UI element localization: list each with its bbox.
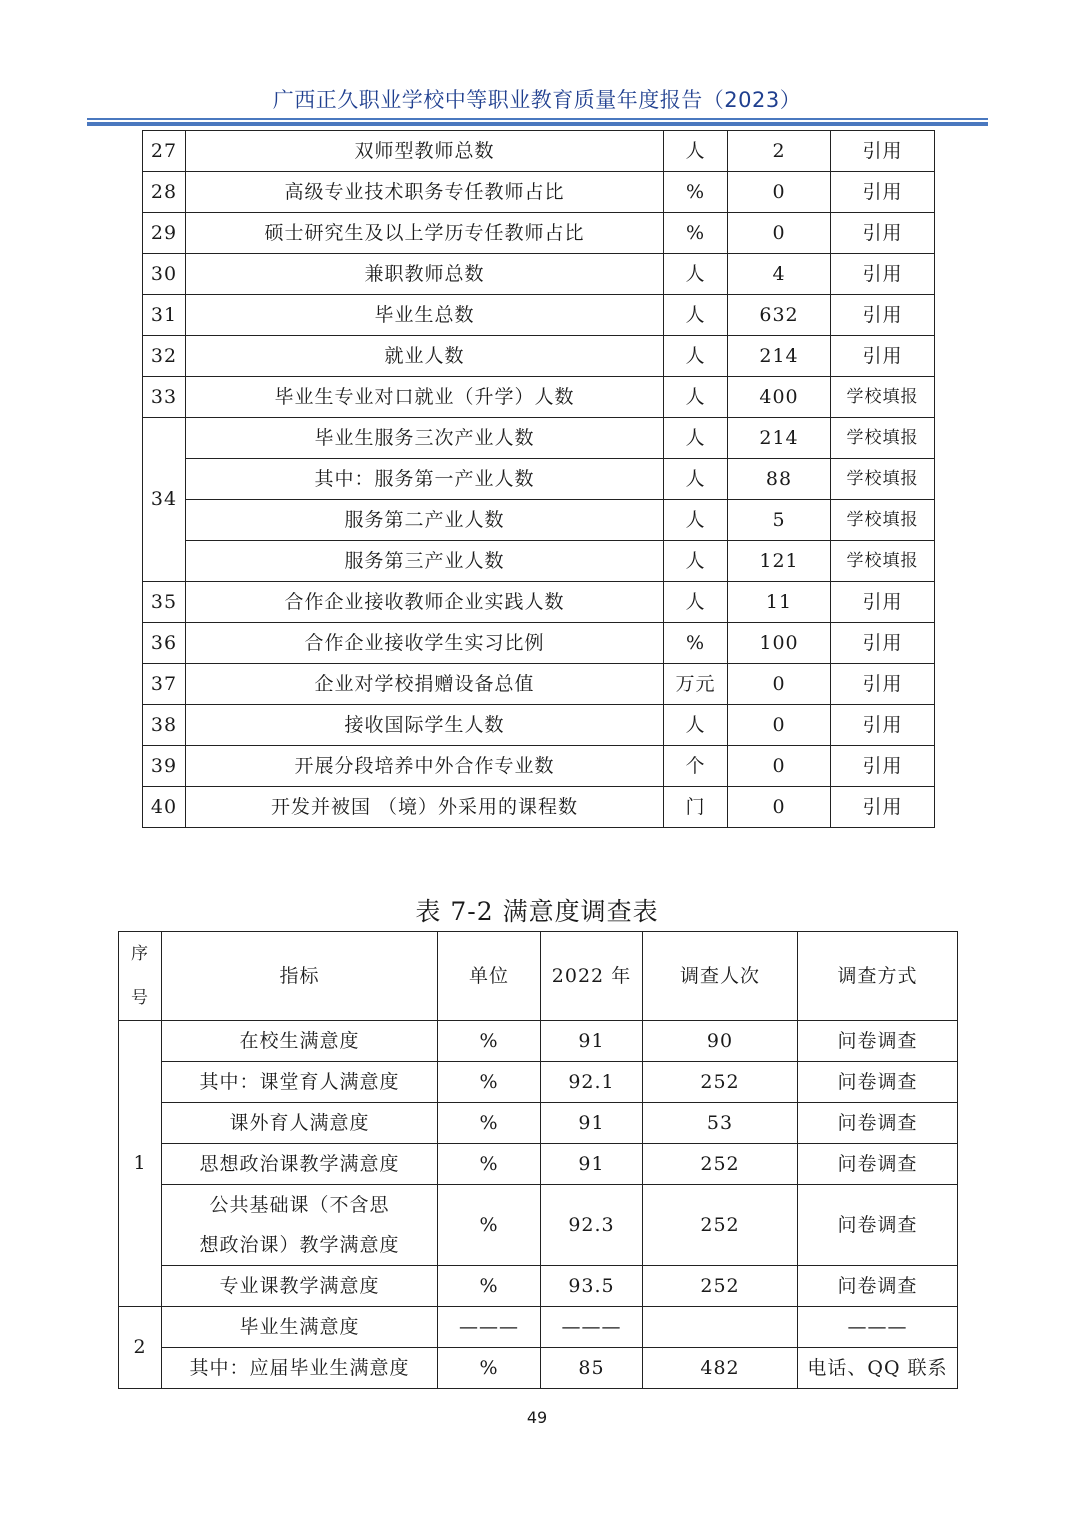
unit-cell: 人 xyxy=(664,582,728,623)
value-cell: 4 xyxy=(728,254,831,295)
table-caption: 表 7-2 满意度调查表 xyxy=(415,897,659,926)
unit-cell: 人 xyxy=(664,377,728,418)
unit-cell: 万元 xyxy=(664,664,728,705)
table-row xyxy=(143,664,935,705)
indicator-table xyxy=(142,130,935,828)
indicator-cell: 合作企业接收学生实习比例 xyxy=(186,623,664,664)
indicator-cell: 服务第三产业人数 xyxy=(186,541,664,582)
row-number: 27 xyxy=(143,131,186,172)
source-cell: 引用 xyxy=(831,254,935,295)
table-row xyxy=(143,623,935,664)
row-number: 39 xyxy=(143,746,186,787)
row-number: 30 xyxy=(143,254,186,295)
year-cell: 93.5 xyxy=(541,1266,643,1307)
value-cell: 214 xyxy=(728,336,831,377)
value-cell: 0 xyxy=(728,746,831,787)
row-number: 36 xyxy=(143,623,186,664)
value-cell: 88 xyxy=(728,459,831,500)
row-number: 29 xyxy=(143,213,186,254)
source-cell: 学校填报 xyxy=(831,459,935,500)
unit-cell: 门 xyxy=(664,787,728,828)
row-number: 40 xyxy=(143,787,186,828)
indicator-cell: 企业对学校捐赠设备总值 xyxy=(186,664,664,705)
value-cell: 5 xyxy=(728,500,831,541)
header-seq xyxy=(119,932,162,1021)
header-seq-char-2: 号 xyxy=(131,988,149,1008)
source-cell: 学校填报 xyxy=(831,377,935,418)
unit-cell: 人 xyxy=(664,336,728,377)
unit-cell: ——— xyxy=(438,1307,541,1348)
row-number: 37 xyxy=(143,664,186,705)
row-number: 2 xyxy=(119,1307,162,1389)
source-cell: 引用 xyxy=(831,705,935,746)
unit-cell: % xyxy=(664,172,728,213)
year-cell: 91 xyxy=(541,1103,643,1144)
table-row xyxy=(143,787,935,828)
unit-cell: 人 xyxy=(664,459,728,500)
row-number: 33 xyxy=(143,377,186,418)
count-cell: 252 xyxy=(643,1185,798,1266)
source-cell: 学校填报 xyxy=(831,500,935,541)
source-cell: 引用 xyxy=(831,664,935,705)
table-row xyxy=(119,1348,958,1389)
unit-cell: % xyxy=(438,1266,541,1307)
unit-cell: % xyxy=(438,1062,541,1103)
year-cell: 91 xyxy=(541,1021,643,1062)
method-cell: ——— xyxy=(798,1307,958,1348)
row-number: 31 xyxy=(143,295,186,336)
unit-cell: 个 xyxy=(664,746,728,787)
unit-cell: 人 xyxy=(664,705,728,746)
unit-cell: 人 xyxy=(664,541,728,582)
unit-cell: % xyxy=(438,1185,541,1266)
value-cell: 2 xyxy=(728,131,831,172)
table-row xyxy=(143,418,935,459)
method-cell: 问卷调查 xyxy=(798,1266,958,1307)
row-number: 28 xyxy=(143,172,186,213)
indicator-cell: 在校生满意度 xyxy=(162,1021,438,1062)
value-cell: 0 xyxy=(728,787,831,828)
indicator-line-1: 公共基础课（不含思 xyxy=(209,1194,390,1216)
count-cell: 252 xyxy=(643,1144,798,1185)
table-row xyxy=(143,705,935,746)
source-cell: 引用 xyxy=(831,787,935,828)
source-cell: 引用 xyxy=(831,746,935,787)
header-seq-char-1: 序 xyxy=(131,944,149,964)
header-year: 2022 年 xyxy=(541,932,643,1021)
unit-cell: 人 xyxy=(664,500,728,541)
unit-cell: 人 xyxy=(664,254,728,295)
table-row xyxy=(119,1307,958,1348)
row-number: 38 xyxy=(143,705,186,746)
value-cell: 0 xyxy=(728,705,831,746)
table-row xyxy=(143,172,935,213)
table-row xyxy=(143,746,935,787)
count-cell: 252 xyxy=(643,1266,798,1307)
table-row xyxy=(143,213,935,254)
source-cell: 引用 xyxy=(831,172,935,213)
unit-cell: % xyxy=(438,1021,541,1062)
count-cell: 482 xyxy=(643,1348,798,1389)
header-unit: 单位 xyxy=(438,932,541,1021)
source-cell: 学校填报 xyxy=(831,541,935,582)
table-row xyxy=(143,459,935,500)
row-number: 32 xyxy=(143,336,186,377)
indicator-cell: 毕业生满意度 xyxy=(162,1307,438,1348)
table-row xyxy=(119,1185,958,1266)
indicator-cell: 其中：应届毕业生满意度 xyxy=(162,1348,438,1389)
method-cell: 问卷调查 xyxy=(798,1021,958,1062)
page-header-title: 广西正久职业学校中等职业教育质量年度报告（2023） xyxy=(272,88,802,112)
source-cell: 引用 xyxy=(831,131,935,172)
table-header-row xyxy=(119,932,958,1021)
source-cell: 引用 xyxy=(831,582,935,623)
unit-cell: % xyxy=(438,1103,541,1144)
count-cell: 90 xyxy=(643,1021,798,1062)
indicator-cell: 兼职教师总数 xyxy=(186,254,664,295)
table-row xyxy=(143,541,935,582)
unit-cell: % xyxy=(664,213,728,254)
indicator-cell: 接收国际学生人数 xyxy=(186,705,664,746)
header-method: 调查方式 xyxy=(798,932,958,1021)
source-cell: 引用 xyxy=(831,623,935,664)
unit-cell: % xyxy=(438,1144,541,1185)
indicator-cell: 思想政治课教学满意度 xyxy=(162,1144,438,1185)
indicator-cell xyxy=(162,1185,438,1266)
method-cell: 问卷调查 xyxy=(798,1144,958,1185)
indicator-cell: 合作企业接收教师企业实践人数 xyxy=(186,582,664,623)
unit-cell: % xyxy=(438,1348,541,1389)
table-row xyxy=(119,1021,958,1062)
header-rule-thick xyxy=(87,122,988,126)
value-cell: 0 xyxy=(728,664,831,705)
header-rule-thin xyxy=(87,118,988,120)
method-cell: 问卷调查 xyxy=(798,1185,958,1266)
unit-cell: 人 xyxy=(664,295,728,336)
year-cell: 85 xyxy=(541,1348,643,1389)
year-cell: 92.1 xyxy=(541,1062,643,1103)
year-cell: 92.3 xyxy=(541,1185,643,1266)
table-row xyxy=(143,254,935,295)
method-cell: 问卷调查 xyxy=(798,1103,958,1144)
unit-cell: 人 xyxy=(664,418,728,459)
table-row xyxy=(119,1103,958,1144)
header-indicator: 指标 xyxy=(162,932,438,1021)
indicator-cell: 就业人数 xyxy=(186,336,664,377)
indicator-cell: 专业课教学满意度 xyxy=(162,1266,438,1307)
row-number: 1 xyxy=(119,1021,162,1307)
indicator-cell: 毕业生专业对口就业（升学）人数 xyxy=(186,377,664,418)
indicator-cell: 高级专业技术职务专任教师占比 xyxy=(186,172,664,213)
table-row xyxy=(119,1144,958,1185)
indicator-cell: 其中：课堂育人满意度 xyxy=(162,1062,438,1103)
year-cell: ——— xyxy=(541,1307,643,1348)
table-row xyxy=(143,336,935,377)
value-cell: 632 xyxy=(728,295,831,336)
indicator-cell: 开展分段培养中外合作专业数 xyxy=(186,746,664,787)
indicator-cell: 服务第二产业人数 xyxy=(186,500,664,541)
table-row xyxy=(143,500,935,541)
value-cell: 0 xyxy=(728,172,831,213)
source-cell: 学校填报 xyxy=(831,418,935,459)
method-cell: 问卷调查 xyxy=(798,1062,958,1103)
value-cell: 11 xyxy=(728,582,831,623)
indicator-line-2: 想政治课）教学满意度 xyxy=(199,1234,400,1256)
count-cell xyxy=(643,1307,798,1348)
table-row xyxy=(143,295,935,336)
satisfaction-survey-table xyxy=(118,931,958,1389)
source-cell: 引用 xyxy=(831,336,935,377)
source-cell: 引用 xyxy=(831,213,935,254)
indicator-cell: 其中：服务第一产业人数 xyxy=(186,459,664,500)
row-number: 35 xyxy=(143,582,186,623)
indicator-cell: 毕业生服务三次产业人数 xyxy=(186,418,664,459)
table-row xyxy=(143,131,935,172)
table-row xyxy=(143,377,935,418)
value-cell: 214 xyxy=(728,418,831,459)
count-cell: 53 xyxy=(643,1103,798,1144)
indicator-cell: 双师型教师总数 xyxy=(186,131,664,172)
table-row xyxy=(119,1062,958,1103)
method-cell: 电话、QQ 联系 xyxy=(798,1348,958,1389)
indicator-cell: 毕业生总数 xyxy=(186,295,664,336)
indicator-cell: 课外育人满意度 xyxy=(162,1103,438,1144)
table-row xyxy=(119,1266,958,1307)
indicator-cell: 硕士研究生及以上学历专任教师占比 xyxy=(186,213,664,254)
indicator-cell: 开发并被国 （境）外采用的课程数 xyxy=(186,787,664,828)
row-number: 34 xyxy=(143,418,186,582)
header-count: 调查人次 xyxy=(643,932,798,1021)
table-row xyxy=(143,582,935,623)
unit-cell: 人 xyxy=(664,131,728,172)
source-cell: 引用 xyxy=(831,295,935,336)
value-cell: 121 xyxy=(728,541,831,582)
year-cell: 91 xyxy=(541,1144,643,1185)
page-number: 49 xyxy=(526,1408,548,1427)
value-cell: 400 xyxy=(728,377,831,418)
value-cell: 0 xyxy=(728,213,831,254)
count-cell: 252 xyxy=(643,1062,798,1103)
value-cell: 100 xyxy=(728,623,831,664)
unit-cell: % xyxy=(664,623,728,664)
